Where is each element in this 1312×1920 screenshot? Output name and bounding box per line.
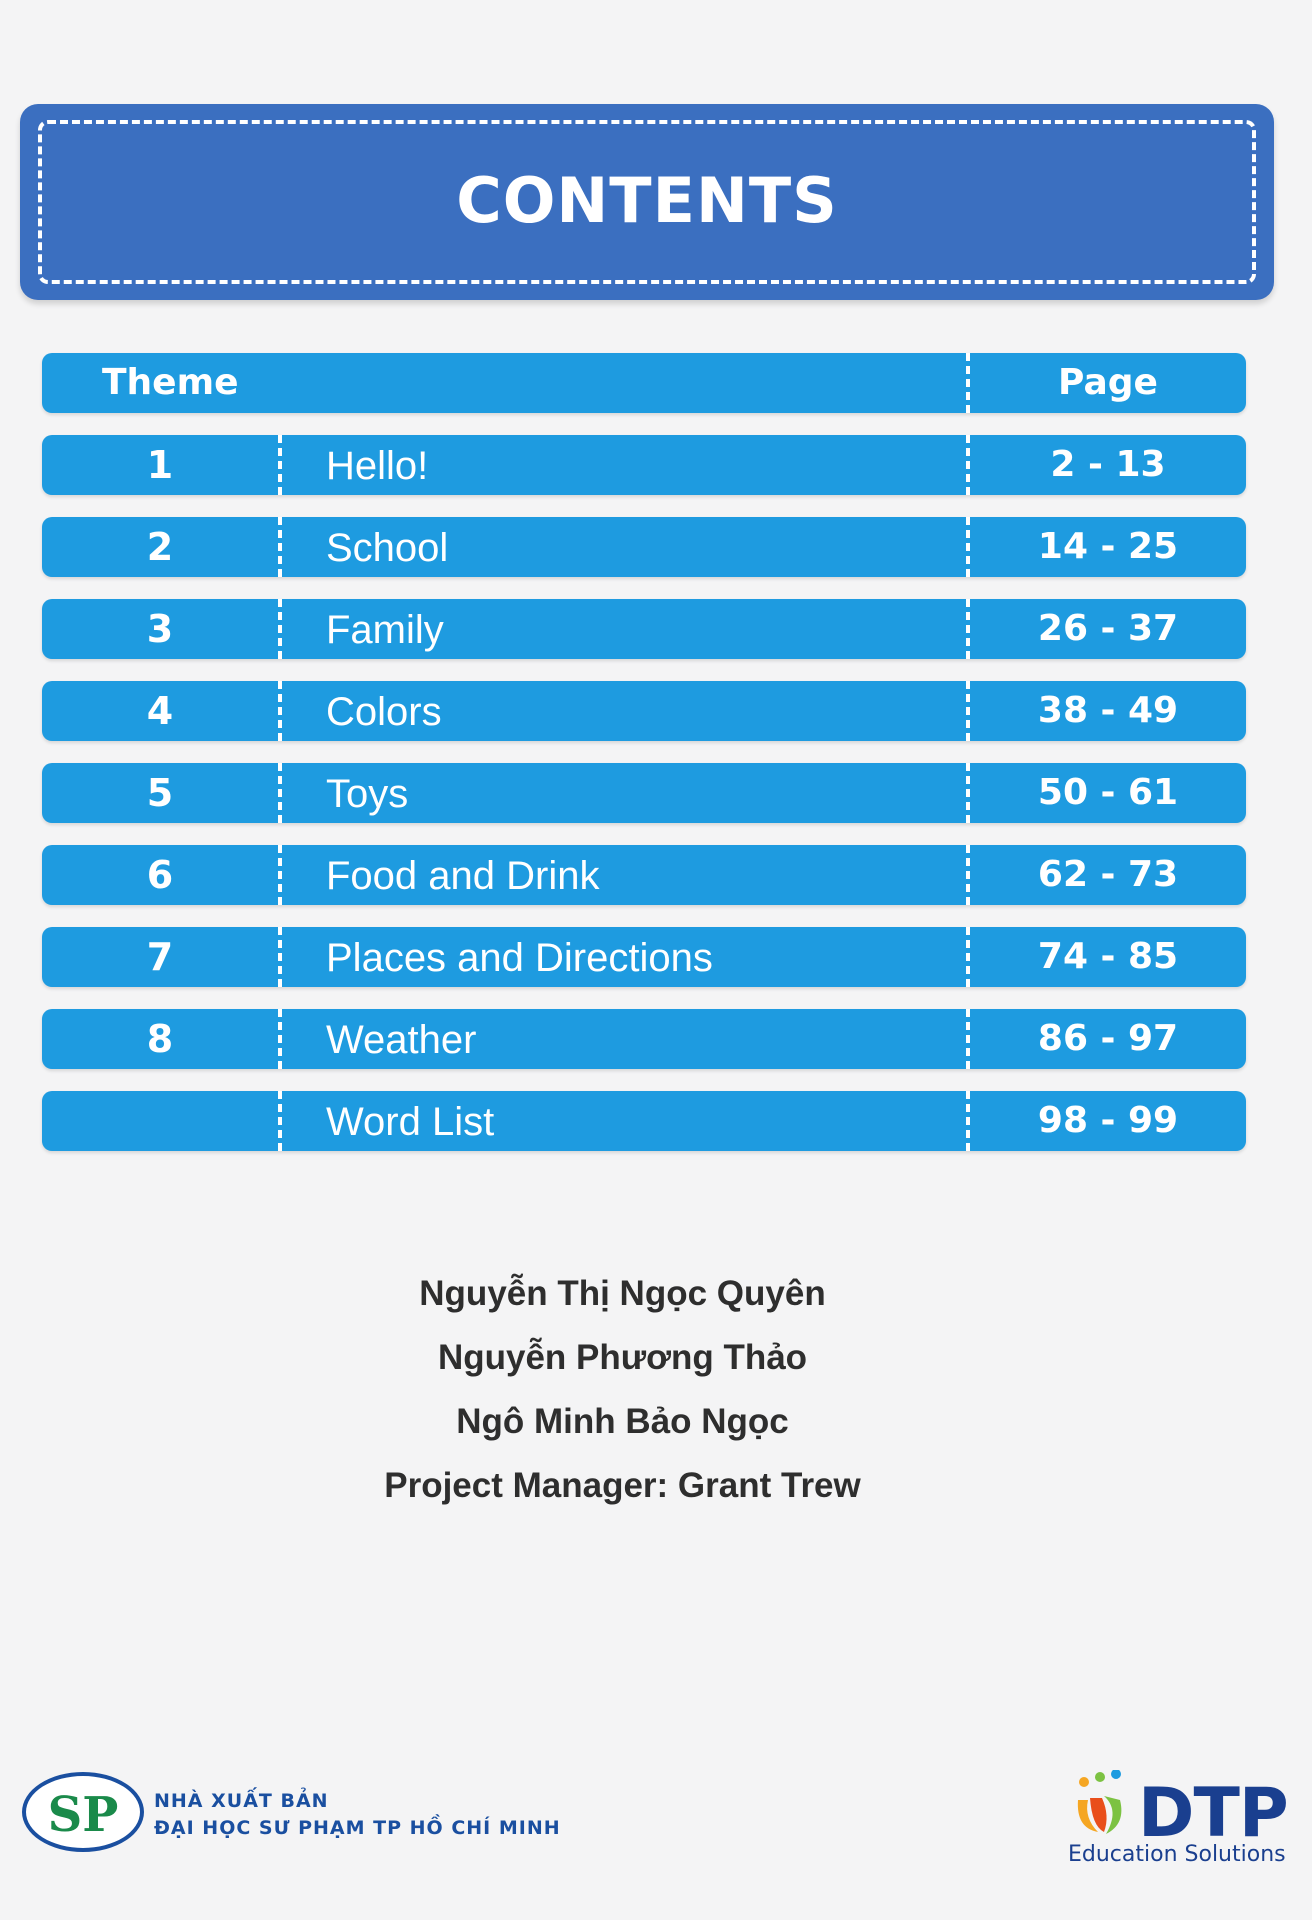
publisher-line-2: ĐẠI HỌC SƯ PHẠM TP HỒ CHÍ MINH — [154, 1817, 561, 1839]
column-divider — [278, 681, 282, 741]
theme-title: Word List — [326, 1100, 495, 1144]
table-header-row — [42, 353, 1246, 413]
page-range: 26 - 37 — [1037, 608, 1179, 649]
author-name: Ngô Minh Bảo Ngọc — [456, 1402, 789, 1441]
author-name: Nguyễn Phương Thảo — [437, 1338, 808, 1377]
theme-title: School — [326, 526, 449, 570]
theme-number: 6 — [146, 853, 174, 897]
page-range: 50 - 61 — [1037, 772, 1179, 813]
column-divider — [278, 763, 282, 823]
theme-number: 4 — [146, 689, 174, 733]
sp-logo-text: SP — [47, 1787, 119, 1843]
table-row[interactable] — [42, 435, 1246, 495]
theme-title: Weather — [326, 1018, 477, 1062]
page-range: 38 - 49 — [1037, 690, 1179, 731]
theme-number — [42, 1091, 278, 1151]
author-credits — [0, 1262, 1245, 1518]
page-title: CONTENTS — [456, 164, 838, 237]
page-range: 74 - 85 — [1037, 936, 1179, 977]
dtp-wordmark: DTP — [1138, 1774, 1288, 1853]
theme-number: 8 — [146, 1017, 174, 1061]
contents-table — [42, 353, 1246, 1173]
theme-title: Food and Drink — [326, 854, 600, 898]
theme-number: 7 — [146, 935, 174, 979]
column-divider — [278, 845, 282, 905]
page-range: 14 - 25 — [1037, 526, 1179, 567]
dtp-tagline: Education Solutions — [1068, 1842, 1286, 1867]
column-divider — [278, 435, 282, 495]
theme-title: Family — [326, 608, 444, 652]
column-divider — [278, 517, 282, 577]
theme-number: 3 — [146, 607, 174, 651]
project-manager: Project Manager: Grant Trew — [384, 1466, 861, 1505]
page-range: 2 - 13 — [1050, 444, 1166, 485]
theme-number: 5 — [146, 771, 174, 815]
dtp-logo — [1066, 1760, 1288, 1870]
page-range: 62 - 73 — [1037, 854, 1179, 895]
page-range: 98 - 99 — [1037, 1100, 1179, 1141]
table-row[interactable] — [42, 927, 1246, 987]
page-header: Page — [1058, 362, 1158, 403]
theme-title: Hello! — [326, 444, 429, 488]
sp-logo-icon — [22, 1772, 144, 1852]
column-divider — [278, 1091, 282, 1151]
theme-header: Theme — [102, 362, 239, 403]
theme-title: Places and Directions — [326, 936, 713, 980]
column-divider — [278, 599, 282, 659]
table-row[interactable] — [42, 1091, 1246, 1151]
table-row[interactable] — [42, 517, 1246, 577]
column-divider — [278, 927, 282, 987]
table-row[interactable] — [42, 681, 1246, 741]
table-row[interactable] — [42, 1009, 1246, 1069]
theme-title: Toys — [326, 772, 409, 816]
column-divider — [278, 1009, 282, 1069]
publisher-line-1: NHÀ XUẤT BẢN — [154, 1790, 329, 1812]
theme-number: 2 — [146, 525, 174, 569]
theme-number: 1 — [146, 443, 174, 487]
table-row[interactable] — [42, 763, 1246, 823]
table-row[interactable] — [42, 845, 1246, 905]
contents-banner — [20, 104, 1274, 300]
table-row[interactable] — [42, 599, 1246, 659]
author-name: Nguyễn Thị Ngọc Quyên — [419, 1274, 826, 1313]
dtp-figure-icon — [1070, 1770, 1130, 1840]
page-range: 86 - 97 — [1037, 1018, 1179, 1059]
publisher-logo — [22, 1772, 582, 1854]
theme-title: Colors — [326, 690, 442, 734]
